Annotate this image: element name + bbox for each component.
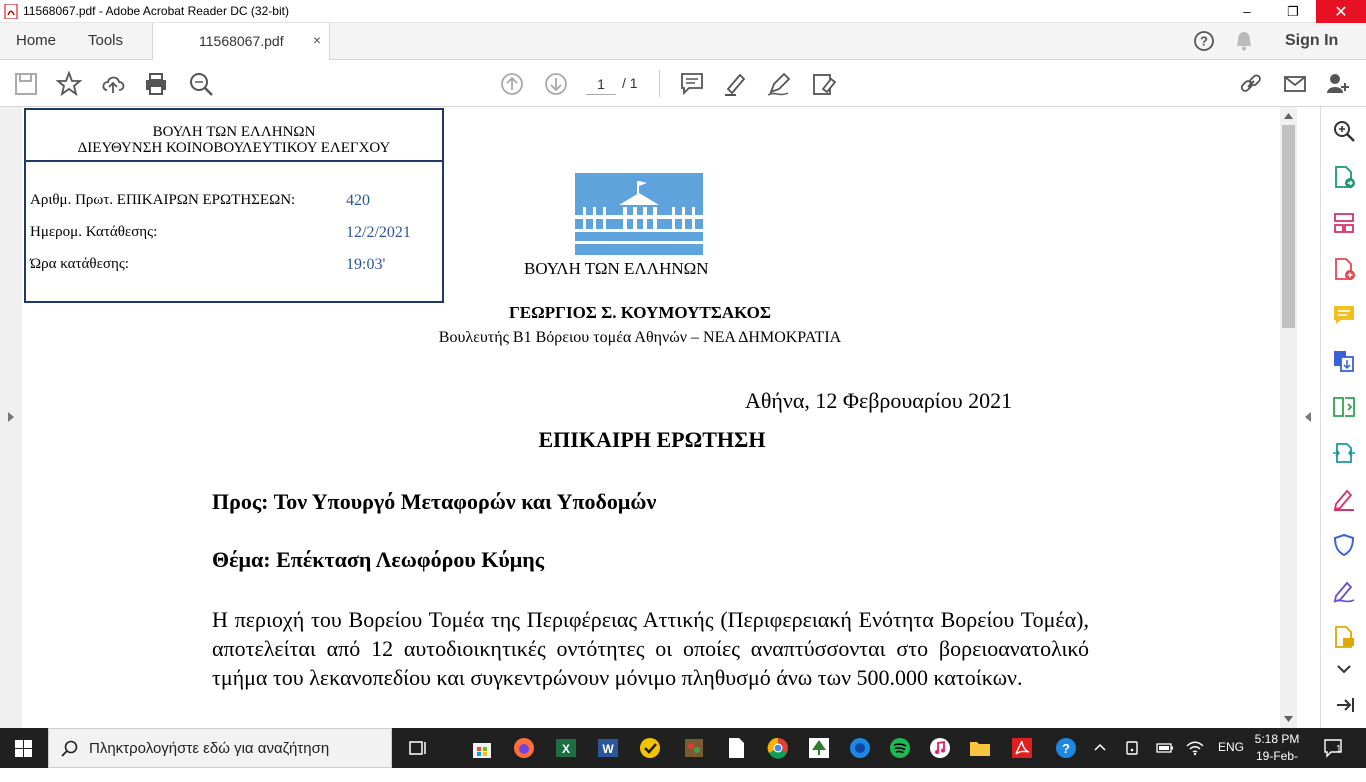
svg-text:X: X xyxy=(561,742,571,756)
toolbar xyxy=(0,60,1366,107)
bookmark-star-icon[interactable] xyxy=(56,71,82,97)
acrobat-reader-icon[interactable] xyxy=(1010,736,1034,760)
recipient-line: Προς: Τον Υπουργό Μεταφορών και Υποδομών xyxy=(212,489,657,514)
close-tab-icon[interactable]: × xyxy=(312,32,321,48)
filing-date-value: 12/2/2021 xyxy=(346,224,411,241)
zoom-tool-icon[interactable] xyxy=(1332,119,1356,143)
firefox-icon[interactable] xyxy=(512,736,536,760)
tools-pane xyxy=(1320,107,1366,728)
send-for-comments-icon[interactable] xyxy=(1332,625,1356,649)
expand-left-pane-icon[interactable] xyxy=(6,410,16,424)
scroll-down-arrow-icon[interactable] xyxy=(1284,716,1293,723)
filing-date-label: Ημερομ. Κατάθεσης: xyxy=(30,224,158,240)
scrollbar-thumb[interactable] xyxy=(1282,125,1295,328)
protocol-box-header xyxy=(26,110,442,162)
protocol-info-box xyxy=(24,108,444,303)
mp-subtitle: Βουλευτής Β1 Βόρειου τομέα Αθηνών – ΝΕΑ ΔΗΜΟΚΡΑΤΙΑ xyxy=(438,329,842,346)
input-language-indicator[interactable]: ENG xyxy=(1218,740,1245,754)
mp-name: ΓΕΩΡΓΙΟΣ Σ. ΚΟΥΜΟΥΤΣΑΚΟΣ xyxy=(508,303,771,322)
notification-count: 1 xyxy=(1336,744,1342,755)
excel-icon[interactable] xyxy=(554,736,578,760)
help-icon[interactable] xyxy=(1193,30,1215,52)
taskbar-search-box[interactable] xyxy=(48,728,392,768)
document-view[interactable] xyxy=(22,107,1280,728)
email-icon[interactable] xyxy=(1282,71,1308,97)
fill-sign-tool-icon[interactable] xyxy=(1332,487,1356,511)
word-icon[interactable] xyxy=(596,736,620,760)
close-window-button[interactable]: ✕ xyxy=(1316,0,1366,23)
tab-bar xyxy=(0,23,1366,60)
file-explorer-icon[interactable] xyxy=(968,736,992,760)
file-document-icon[interactable] xyxy=(724,736,748,760)
tab-home[interactable]: Home xyxy=(16,32,57,49)
filing-time-label: Ώρα κατάθεσης: xyxy=(30,256,129,272)
zoom-search-icon[interactable] xyxy=(188,71,214,97)
share-link-icon[interactable] xyxy=(1238,71,1264,97)
svg-text:W: W xyxy=(602,742,614,756)
left-pane-collapsed[interactable] xyxy=(0,107,22,728)
tab-tools[interactable]: Tools xyxy=(88,32,124,49)
export-pdf-icon[interactable] xyxy=(1332,165,1356,189)
comment-icon[interactable] xyxy=(679,71,705,97)
page-total: / 1 xyxy=(622,75,638,91)
search-placeholder: Πληκτρολογήστε εδώ για αναζήτηση xyxy=(89,740,330,757)
clock-date: 19-Feb-21 xyxy=(1255,749,1299,780)
window-title: 11568067.pdf - Adobe Acrobat Reader DC (32-bit) xyxy=(23,4,289,18)
chrome-icon[interactable] xyxy=(766,736,790,760)
print-icon[interactable] xyxy=(143,71,169,97)
directorate-name: ΔΙΕΥΘΥΝΣΗ ΚΟΙΝΟΒΟΥΛΕΥΤΙΚΟΥ ΕΛΕΓΧΟΥ xyxy=(77,140,391,156)
create-pdf-icon[interactable] xyxy=(1332,257,1356,281)
restore-button[interactable]: ❐ xyxy=(1287,3,1299,19)
tab-document-label: 11568067.pdf xyxy=(199,33,284,49)
body-paragraph: Η περιοχή του Βορείου Τομέα της Περιφέρειας Αττικής (Περιφερειακή Ενότητα Βορείου Τομέα), αποτελείται από 12 αυτοδιοικητικές οντότητες οι οποίες αναπτύσσονται στο βορειοανατολικό τμήμα του λεκανοπεδίου και συγκεντρώνουν μόνιμο πληθυσμό άνω των 500.000 κατοίκων. xyxy=(212,607,1089,690)
battery-icon[interactable] xyxy=(1156,741,1174,755)
filing-time-value: 19:03' xyxy=(346,256,386,273)
draw-pen-icon[interactable] xyxy=(766,71,792,97)
upload-cloud-icon[interactable] xyxy=(100,71,126,97)
wifi-icon[interactable] xyxy=(1186,740,1204,756)
page-number-input[interactable]: 1 xyxy=(586,73,616,95)
edit-pdf-icon[interactable] xyxy=(1332,441,1356,465)
itunes-icon[interactable] xyxy=(928,736,952,760)
compress-pdf-icon[interactable] xyxy=(1332,395,1356,419)
pdf-file-icon xyxy=(4,4,18,19)
windows-taskbar xyxy=(0,728,1366,780)
collapse-right-pane-icon[interactable] xyxy=(1303,410,1313,424)
title-bar xyxy=(0,0,1366,23)
task-view-icon[interactable] xyxy=(406,736,430,760)
fill-sign-icon[interactable] xyxy=(811,71,837,97)
organize-pages-icon[interactable] xyxy=(1332,211,1356,235)
windows-start-icon[interactable] xyxy=(15,740,32,757)
add-user-icon[interactable] xyxy=(1325,71,1351,97)
save-icon[interactable] xyxy=(13,71,39,97)
document-heading: ΕΠΙΚΑΙΡΗ ΕΡΩΤΗΣΗ xyxy=(538,427,766,452)
subject-line: Θέμα: Επέκταση Λεωφόρου Κύμης xyxy=(212,547,545,572)
svg-text:?: ? xyxy=(1200,33,1208,49)
sign-in-button[interactable]: Sign In xyxy=(1285,32,1339,49)
spotify-icon[interactable] xyxy=(888,736,912,760)
logo-caption: ΒΟΥΛΗ ΤΩΝ ΕΛΛΗΝΩΝ xyxy=(524,259,709,278)
parliament-name: ΒΟΥΛΗ ΤΩΝ ΕΛΛΗΝΩΝ xyxy=(152,124,316,140)
document-date: Αθήνα, 12 Φεβρουαρίου 2021 xyxy=(745,388,1013,413)
help-app-icon[interactable] xyxy=(1054,736,1078,760)
next-page-icon[interactable] xyxy=(543,71,569,97)
toolbar-divider xyxy=(659,70,660,97)
protocol-number-value: 420 xyxy=(346,192,370,209)
comment-tool-icon[interactable] xyxy=(1332,303,1356,327)
collapse-tools-pane-icon[interactable] xyxy=(1332,693,1356,717)
more-tools-chevron-icon[interactable] xyxy=(1332,657,1356,681)
tab-document[interactable] xyxy=(152,23,330,60)
highlight-pen-icon[interactable] xyxy=(722,71,748,97)
notifications-bell-icon[interactable] xyxy=(1234,30,1254,52)
protect-shield-icon[interactable] xyxy=(1332,533,1356,557)
combine-files-icon[interactable] xyxy=(1332,349,1356,373)
right-pane-handle[interactable] xyxy=(1297,107,1320,728)
minimize-button[interactable]: – xyxy=(1243,4,1251,19)
request-signature-icon[interactable] xyxy=(1332,579,1356,603)
tasks-check-icon[interactable] xyxy=(638,736,662,760)
previous-page-icon[interactable] xyxy=(499,71,525,97)
parliament-logo xyxy=(571,173,707,255)
device-tray-icon[interactable] xyxy=(1124,740,1140,756)
paint-app-icon[interactable] xyxy=(682,736,706,760)
protocol-number-label: Αριθμ. Πρωτ. ΕΠΙΚΑΙΡΩΝ ΕΡΩΤΗΣΕΩΝ: xyxy=(30,192,296,208)
svg-text:?: ? xyxy=(1062,741,1070,756)
media-app-icon[interactable] xyxy=(848,736,872,760)
scroll-up-arrow-icon[interactable] xyxy=(1284,112,1293,119)
system-clock[interactable] xyxy=(1252,731,1302,782)
clock-time: 5:18 PM xyxy=(1254,732,1300,746)
vertical-scrollbar[interactable] xyxy=(1280,107,1297,728)
search-icon xyxy=(61,740,79,758)
show-hidden-icons-chevron-icon[interactable] xyxy=(1093,741,1107,755)
store-icon[interactable] xyxy=(470,736,494,760)
photos-tree-icon[interactable] xyxy=(807,736,831,760)
